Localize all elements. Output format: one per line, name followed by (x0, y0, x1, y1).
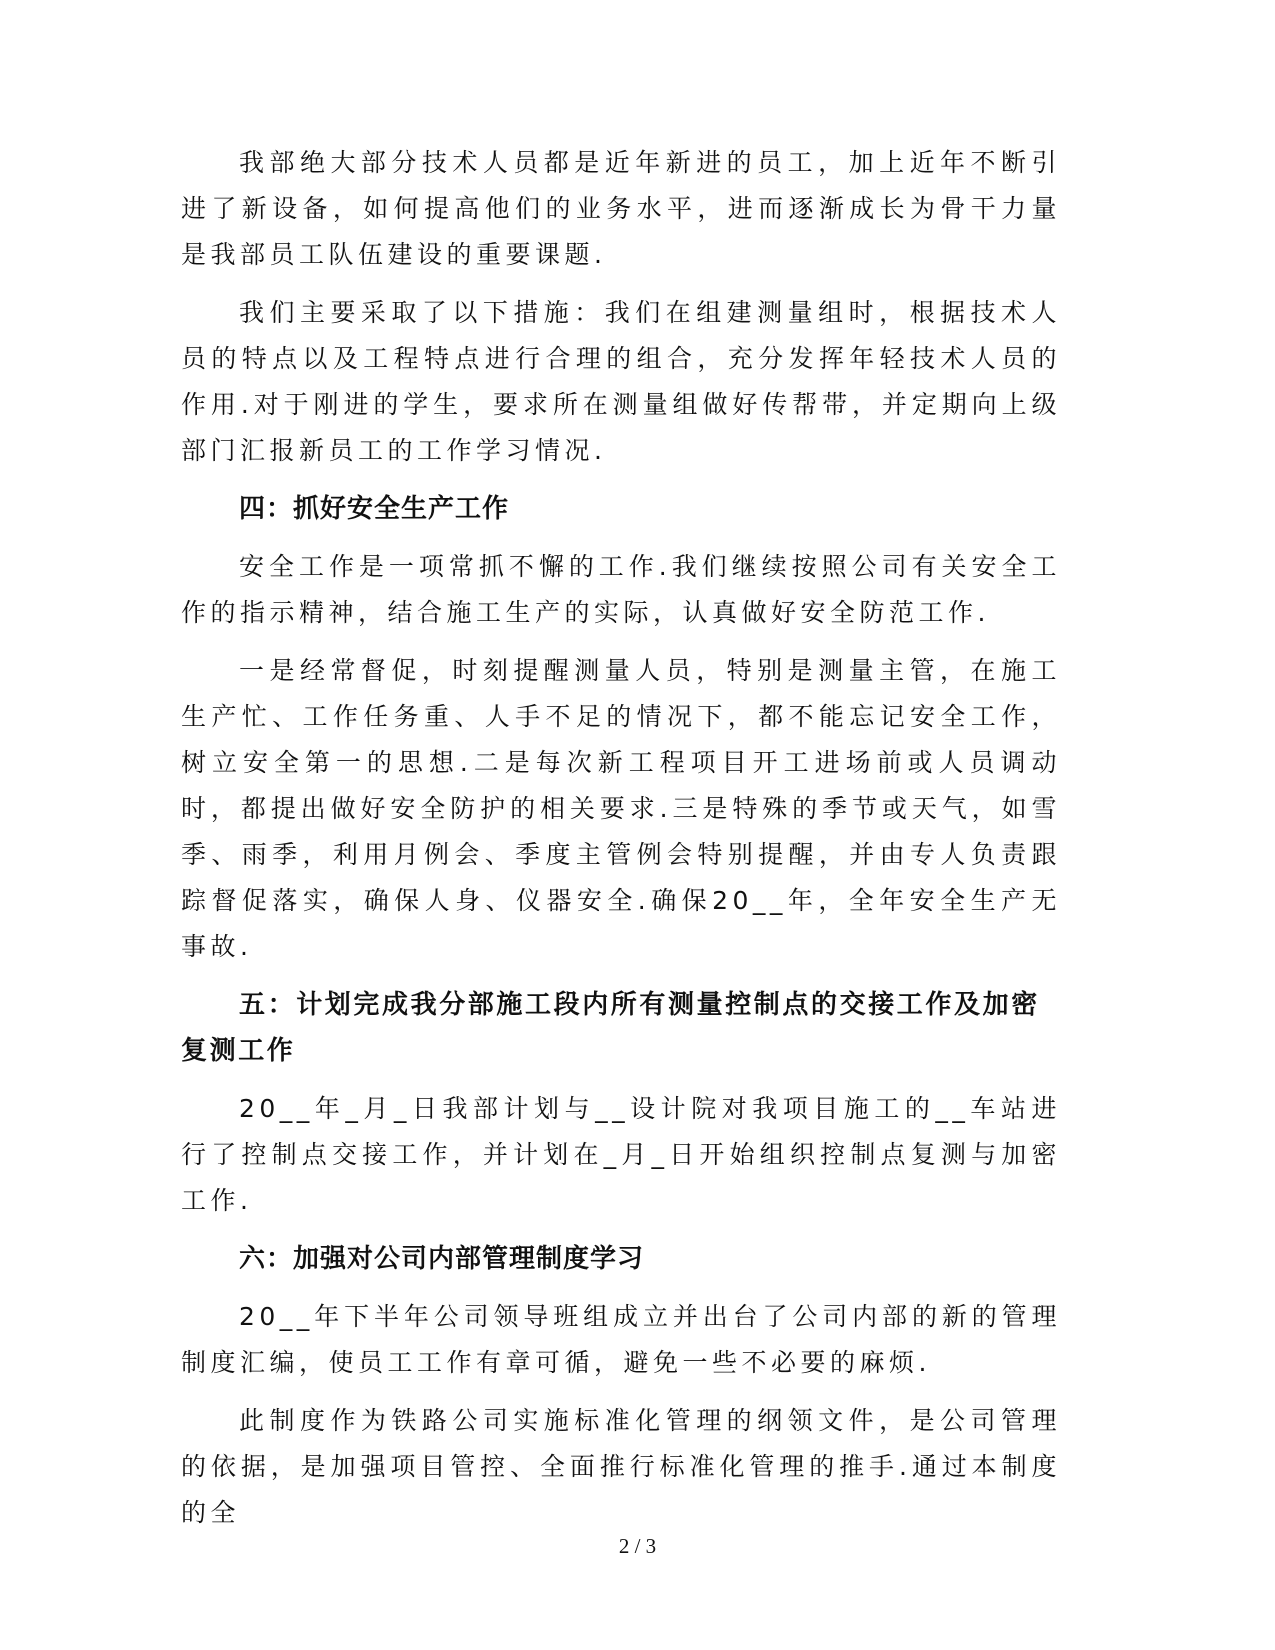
document-body (181, 140, 1061, 1548)
paragraph-standardization: 此制度作为铁路公司实施标准化管理的纲领文件，是公司管理的依据，是加强项目管控、全面推行标准化管理的推手.通过本制度的全 (181, 1406, 1061, 1527)
page-number: 2 / 3 (618, 1534, 657, 1558)
heading-section-5: 五：计划完成我分部施工段内所有测量控制点的交接工作及加密复测工作 (181, 990, 1040, 1066)
paragraph-measures: 我们主要采取了以下措施：我们在组建测量组时，根据技术人员的特点以及工程特点进行合理的组合，充分发挥年轻技术人员的作用.对于刚进的学生，要求所在测量组做好传帮带，并定期向上级部门汇报新员工的工作学习情况. (181, 298, 1061, 465)
heading-section-6: 六：加强对公司内部管理制度学习 (239, 1244, 645, 1274)
paragraph-control-points: 20__年_月_日我部计划与__设计院对我项目施工的__车站进行了控制点交接工作，并计划在_月_日开始组织控制点复测与加密工作. (181, 1094, 1061, 1215)
heading-section-4: 四：抓好安全生产工作 (239, 494, 510, 524)
paragraph-safety-intro: 安全工作是一项常抓不懈的工作.我们继续按照公司有关安全工作的指示精神，结合施工生产的实际，认真做好安全防范工作. (181, 552, 1061, 627)
paragraph-management-rules: 20__年下半年公司领导班组成立并出台了公司内部的新的管理制度汇编，使员工工作有章可循，避免一些不必要的麻烦. (181, 1302, 1061, 1377)
paragraph-staff-development: 我部绝大部分技术人员都是近年新进的员工，加上近年不断引进了新设备，如何提高他们的业务水平，进而逐渐成长为骨干力量是我部员工队伍建设的重要课题. (181, 148, 1061, 269)
paragraph-safety-measures: 一是经常督促，时刻提醒测量人员，特别是测量主管，在施工生产忙、工作任务重、人手不足的情况下，都不能忘记安全工作，树立安全第一的思想.二是每次新工程项目开工进场前或人员调动时，都提出做好安全防护的相关要求.三是特殊的季节或天气，如雪季、雨季，利用月例会、季度主管例会特别提醒，并由专人负责跟踪督促落实，确保人身、仪器安全.确保20__年，全年安全生产无事故. (181, 656, 1061, 961)
